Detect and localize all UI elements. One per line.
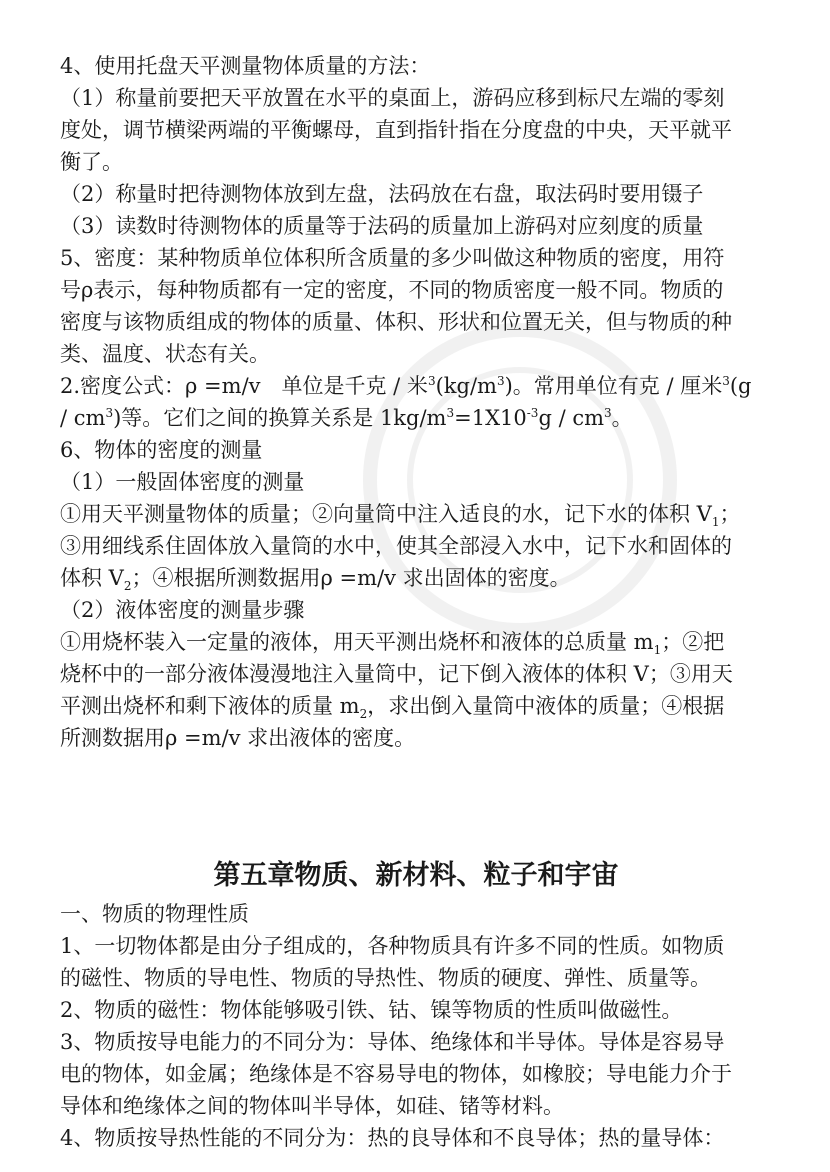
- subsection-heading: （1）一般固体密度的测量: [60, 470, 305, 494]
- text-line: 号ρ表示，每种物质都有一定的密度，不同的物质密度一般不同。物质的: [60, 278, 724, 302]
- unit-conversion-line: / $cm^3$)等。它们之间的换算关系是 $1kg/m^3=1X10^{-3}g / cm^3$。: [60, 406, 633, 430]
- section-heading: 6、物体的密度的测量: [60, 438, 263, 462]
- text-line: 5、密度：某种物质单位体积所含质量的多少叫做这种物质的密度，用符: [60, 246, 725, 270]
- liquid-step-line: 平测出烧杯和剩下液体的质量 $m_2$，求出倒入量筒中液体的质量；④根据: [60, 694, 725, 721]
- section-heading: 一、物质的物理性质: [60, 902, 249, 926]
- chapter-body: [60, 898, 772, 1154]
- solid-step-line: 体积 $V_2$；④根据所测数据用ρ =m/v 求出固体的密度。: [60, 566, 571, 593]
- text-line: 1、一切物体都是由分子组成的，各种物质具有许多不同的性质。如物质: [60, 934, 725, 958]
- text-line: 电的物体，如金属；绝缘体是不容易导电的物体，如橡胶；导电能力介于: [60, 1062, 732, 1086]
- text-line: 的磁性、物质的导电性、物质的导热性、物质的硬度、弹性、质量等。: [60, 966, 711, 990]
- text-line: 密度与该物质组成的物体的质量、体积、形状和位置无关，但与物质的种: [60, 310, 732, 334]
- solid-step-line: ①用天平测量物体的质量；②向量筒中注入适良的水，记下水的体积 $V_1$；: [60, 502, 741, 529]
- text-line: 4、使用托盘天平测量物体质量的方法：: [60, 54, 431, 78]
- text-line: （2）称量时把待测物体放到左盘，法码放在右盘，取法码时要用镊子: [60, 182, 704, 206]
- text-line: （3）读数时待测物体的质量等于法码的质量加上游码对应刻度的质量: [60, 214, 704, 238]
- text-line: 3、物质按导电能力的不同分为：导体、绝缘体和半导体。导体是容易导: [60, 1030, 725, 1054]
- solid-step-line: ③用细线系住固体放入量筒的水中，使其全部浸入水中，记下水和固体的: [60, 534, 732, 558]
- liquid-step-line: 所测数据用ρ =m/v 求出液体的密度。: [60, 726, 416, 750]
- liquid-step-line: ①用烧杯装入一定量的液体，用天平测出烧杯和液体的总质量 $m_1$；②把: [60, 630, 725, 657]
- text-line: 4、物质按导热性能的不同分为：热的良导体和不良导体；热的量导体：: [60, 1126, 725, 1150]
- subsection-heading: （2）液体密度的测量步骤: [60, 598, 305, 622]
- text-line: 导体和绝缘体之间的物体叫半导体，如硅、锗等材料。: [60, 1094, 564, 1118]
- liquid-step-line: 烧杯中的一部分液体漫漫地注入量筒中，记下倒入液体的体积 V；③用天: [60, 662, 733, 686]
- text-line: 类、温度、状态有关。: [60, 342, 270, 366]
- density-formula-line: 2.密度公式：ρ =m/v 单位是千克 / 米$^3(kg/m^3)$。常用单位有克 / 厘米$^3$(g: [60, 374, 752, 398]
- text-line: 度处，调节横梁两端的平衡螺母，直到指针指在分度盘的中央，天平就平: [60, 118, 732, 142]
- document-page: [60, 50, 772, 1150]
- text-line: 2、物质的磁性：物体能够吸引铁、钴、镍等物质的性质叫做磁性。: [60, 998, 683, 1022]
- text-line: 衡了。: [60, 150, 123, 174]
- text-line: （1）称量前要把天平放置在水平的桌面上，游码应移到标尺左端的零刻: [60, 86, 725, 110]
- chapter-title: 第五章物质、新材料、粒子和宇宙: [213, 860, 619, 891]
